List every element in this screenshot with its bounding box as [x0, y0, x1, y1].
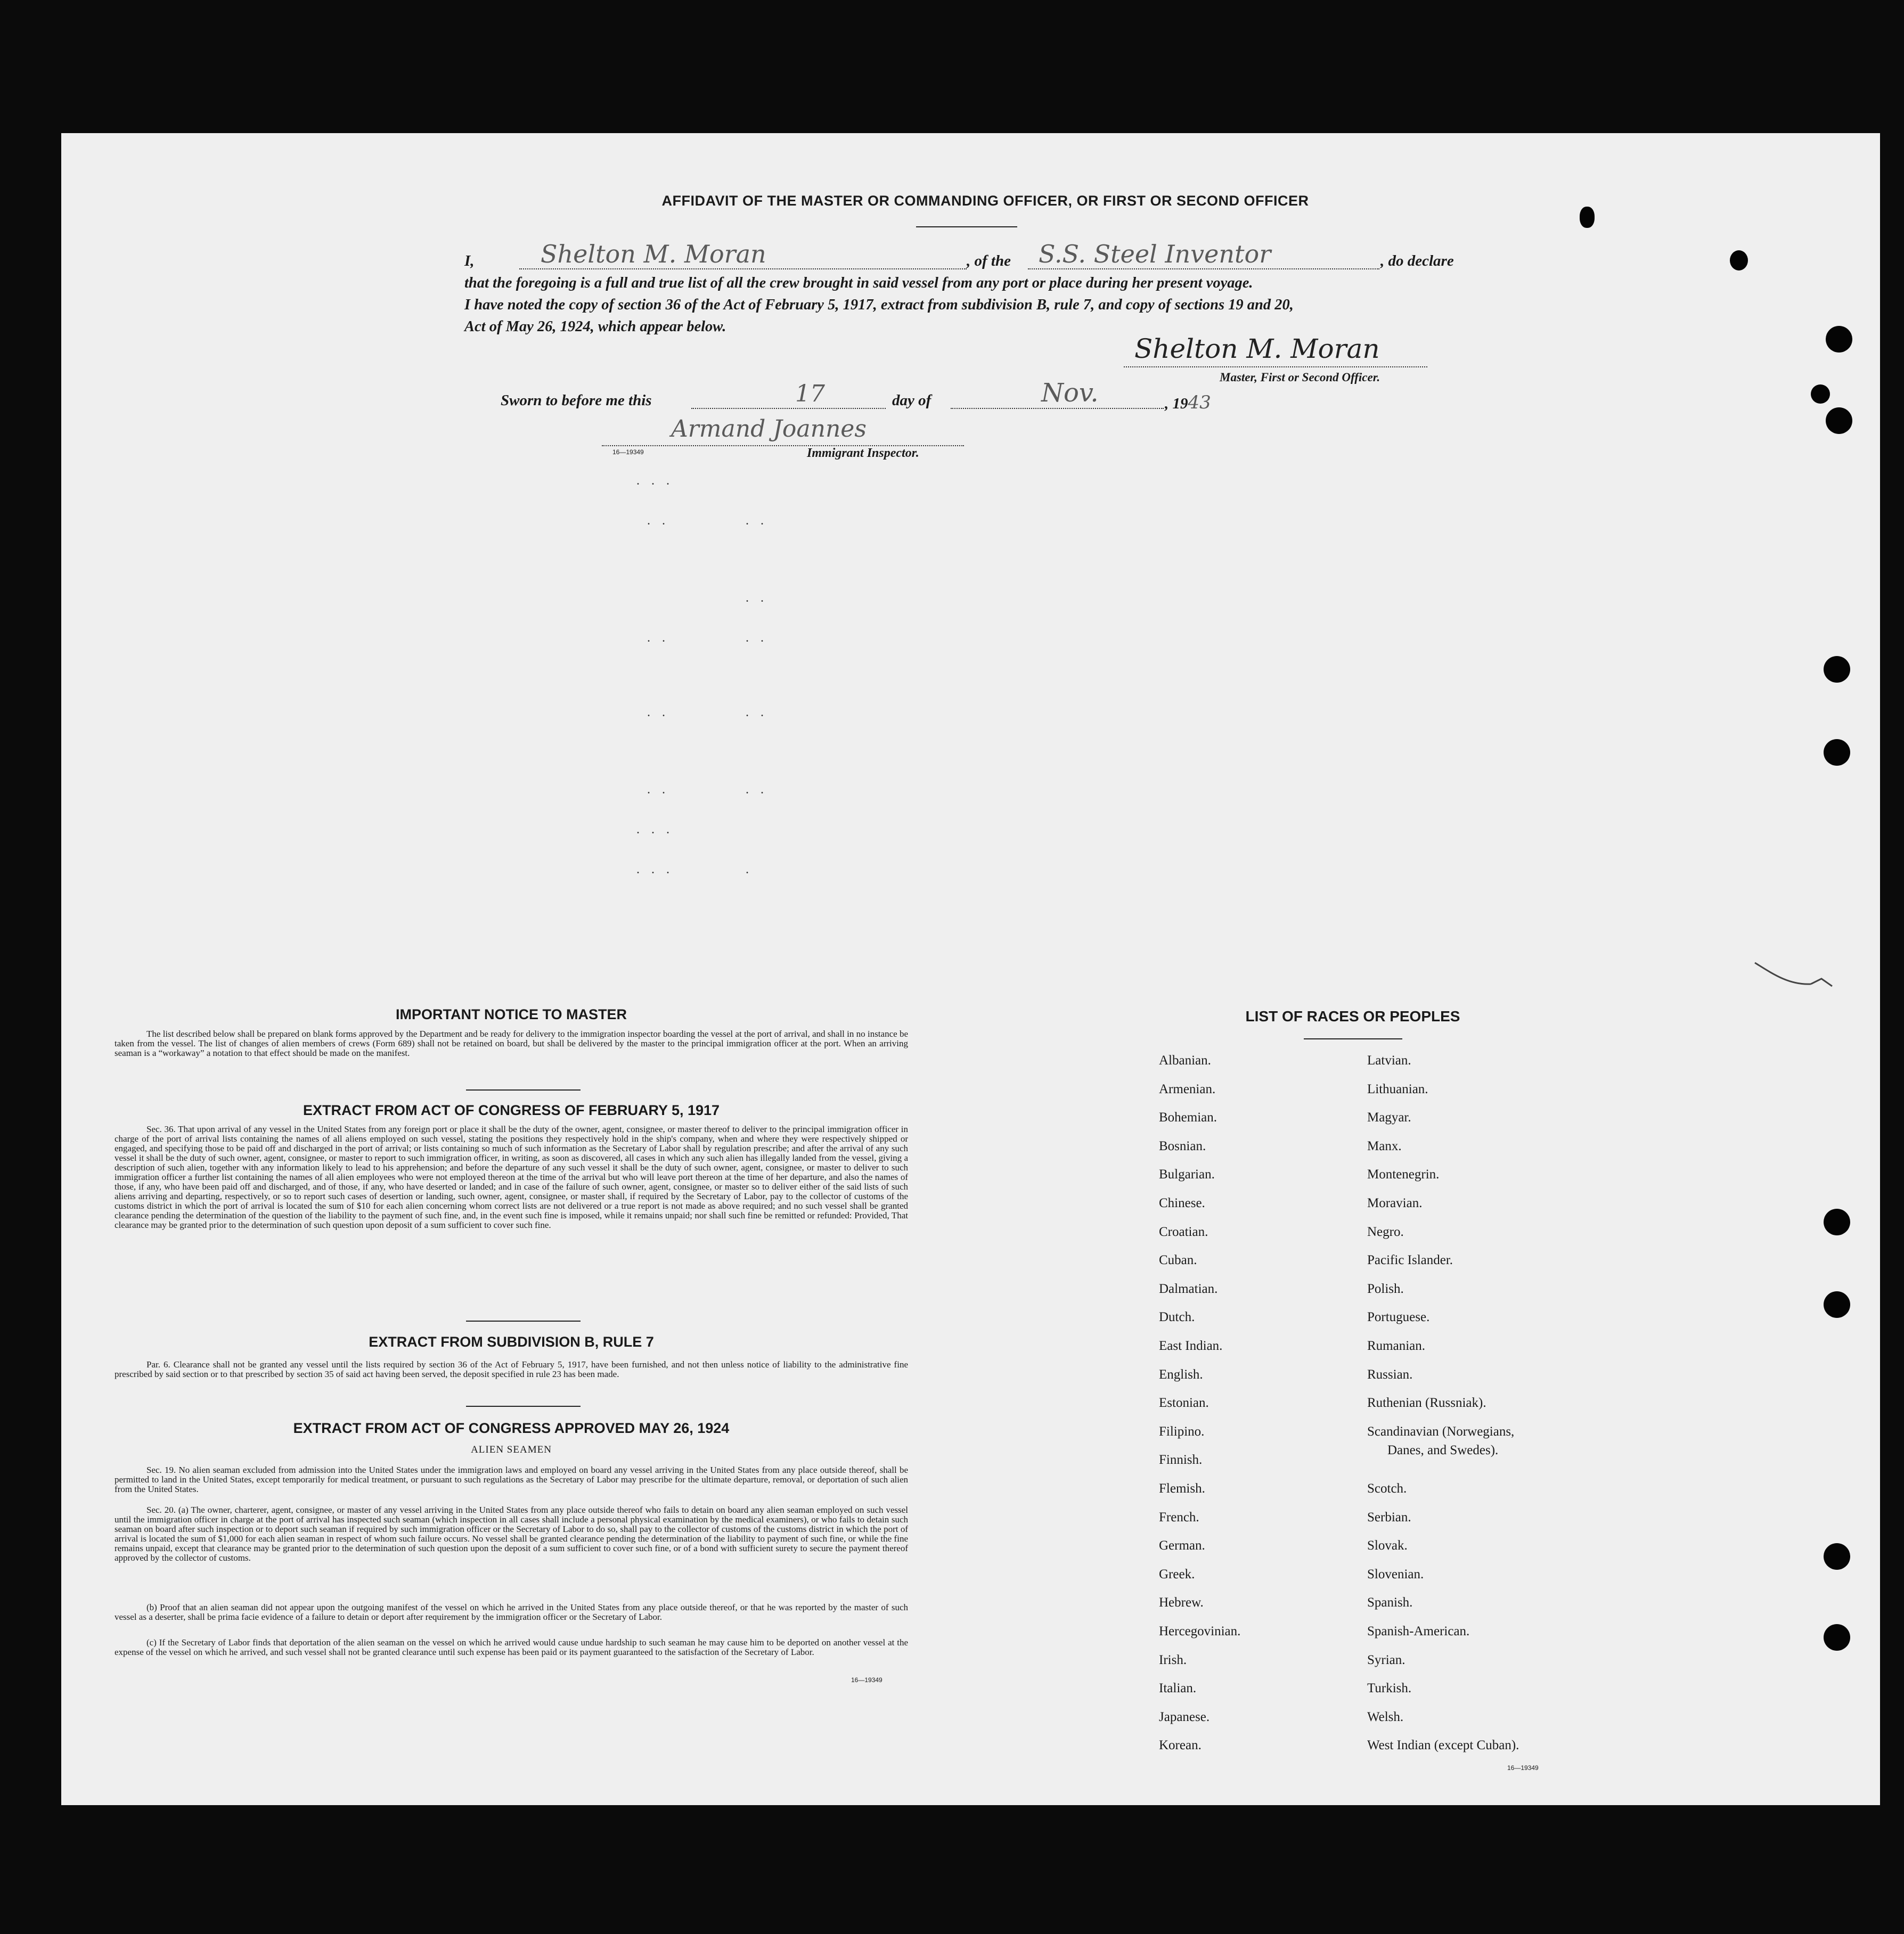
punch-hole: [1730, 250, 1748, 271]
section-divider: [466, 1406, 581, 1407]
leader-dots: . . .: [636, 863, 674, 876]
race-item: Slovenian.: [1367, 1567, 1424, 1581]
leader-dots: . .: [647, 631, 669, 645]
sworn-label: Sworn to before me this: [501, 392, 652, 409]
vessel-name-handwriting: S.S. Steel Inventor: [1039, 240, 1271, 268]
leader-dots: . . .: [636, 474, 674, 488]
rule7-body: Par. 6. Clearance shall not be granted any vessel until the lists required by section 36 of the Act of February 5, 1917, have been furnished, and not then unless notice of liability to the administrative fine prescribed by said section or to that prescribed by section 35 of said act having been served, the deposit specified in rule 23 has been made.: [115, 1359, 908, 1379]
race-item: Ruthenian (Russniak).: [1367, 1396, 1486, 1411]
extract-1924-title: EXTRACT FROM ACT OF CONGRESS APPROVED MAY 26, 1924: [293, 1420, 730, 1436]
master-name-handwriting: Shelton M. Moran: [541, 240, 766, 268]
notice-title: IMPORTANT NOTICE TO MASTER: [396, 1006, 627, 1022]
punch-hole: [1826, 326, 1852, 353]
master-signature: Shelton M. Moran: [1134, 333, 1380, 364]
race-item: Armenian.: [1159, 1081, 1216, 1096]
race-item: Japanese.: [1159, 1709, 1210, 1724]
notice-body: The list described below shall be prepared on blank forms approved by the Department and be ready for delivery to the immigration inspector boarding the vessel at the port of arrival, and shall in no instance be taken from the vessel. The list of changes of alien members of crews (Form 689) shall not be retained on board, but shall be delivered by the master to the principal immigration officer at the port. When an arriving seaman is a “workaway” a notation to that effect should be made on the manifest.: [115, 1029, 908, 1058]
day-of-label: day of: [892, 392, 931, 409]
pencil-mark: [1752, 958, 1848, 990]
race-item: German.: [1159, 1538, 1205, 1553]
race-item: Bosnian.: [1159, 1138, 1206, 1153]
race-item: Bulgarian.: [1159, 1167, 1215, 1182]
race-item: Bohemian.: [1159, 1110, 1217, 1125]
leader-dots: . .: [746, 591, 768, 605]
punch-hole: [1824, 656, 1850, 683]
extract-1917-body: Sec. 36. That upon arrival of any vessel in the United States from any foreign port or place it shall be the duty of the owner, agent, consignee, or master thereof to deliver to the principal immigration officer in charge of the port of arrival lists containing the names of all aliens employed on such vessel, stating the positions they respectively hold in the ship's company, when and where they were respectively shipped or engaged, and specifying those to be paid off and discharged in the port of arrival; or lists containing so much of such information as the Secretary of Labor shall by regulation prescribe; and after the arrival of any such vessel it shall be the duty of such owner, agent, consignee, or master to report to such immigration officer, in writing, as soon as discovered, all cases in which any such alien has illegally landed from the vessel, giving a description of such alien, together with any information likely to lead to his apprehension; and before the departure of any such vessel it shall be the duty of such owner, agent, consignee, or master to deliver to such immigration officer a further list containing the names of all alien employees who were not employed thereon at the time of the arrival but who will leave port thereon at the time of her departure, and also the names of those, if any, who have been paid off and discharged, and of those, if any, who have deserted or landed; and in case of the failure of such owner, agent, consignee, or master so to deliver either of the said lists of such aliens arriving and departing, respectively, or so to report such cases of desertion or landing, such owner, agent, consignee, or master shall, if required by the Secretary of Labor, pay to the collector of customs of the customs district in which the port of arrival is located the sum of $10 for each alien concerning whom correct lists are not delivered or a true report is not made as above required; and no such vessel shall be granted clearance pending the determination of the question of the liability to the payment of such fine, and, in the event such fine is imposed, while it remains unpaid; nor shall such fine be remitted or refunded: Provided, That clearance may be granted prior to the determination of such question upon deposit of a sum sufficient to cover such fine.: [115, 1124, 908, 1230]
race-item: Dalmatian.: [1159, 1281, 1218, 1296]
sec19-body: Sec. 19. No alien seaman excluded from admission into the United States under the immigration laws and employed on board any vessel arriving in the United States from any place outside thereof, shall be permitted to land in the United States, except temporarily for medical treatment, or pursuant to such regulations as the Secretary of Labor may prescribe for the ultimate departure, removal, or deportation of such alien from the United States.: [115, 1465, 908, 1494]
race-item: Italian.: [1159, 1681, 1197, 1696]
race-item: Albanian.: [1159, 1053, 1211, 1068]
i-label: I,: [464, 252, 475, 269]
of-the-label: , of the: [967, 252, 1011, 269]
race-item: Slovak.: [1367, 1538, 1408, 1553]
sec20c-body: (c) If the Secretary of Labor finds that deportation of the alien seaman on the vessel on which he arrived would cause undue hardship to such seaman he may cause him to be deported on another vessel at the expense of the vessel on which he arrived, and such vessel shall not be granted clearance until such expense has been paid or its payment guaranteed to the satisfaction of the Secretary of Labor.: [115, 1637, 908, 1657]
race-item: East Indian.: [1159, 1339, 1223, 1353]
races-form-number: 16—19349: [1507, 1764, 1539, 1772]
vessel-name-field: [1028, 240, 1379, 269]
leader-dots: . . .: [636, 823, 674, 837]
sworn-month-handwriting: Nov.: [1041, 378, 1099, 408]
race-item: Latvian.: [1367, 1053, 1411, 1068]
year-label: [1165, 392, 1211, 413]
race-item: Turkish.: [1367, 1681, 1412, 1696]
leader-dots: . .: [746, 706, 768, 719]
affidavit-line-4: Act of May 26, 1924, which appear below.: [464, 318, 726, 335]
race-item: Negro.: [1367, 1224, 1404, 1239]
sworn-day-handwriting: 17: [795, 380, 825, 407]
affidavit-line-3: I have noted the copy of section 36 of the Act of February 5, 1917, extract from subdivision B, rule 7, and copy of sections 19 and 20,: [464, 297, 1294, 313]
punch-hole: [1811, 384, 1830, 404]
race-item: Spanish-American.: [1367, 1624, 1470, 1638]
sec20b-body: (b) Proof that an alien seaman did not appear upon the outgoing manifest of the vessel on which he arrived in the United States from any place outside thereof, or that he was reported by the master of such vessel as a deserter, shall be prima facie evidence of a failure to detain or deport after requirement by the immigration officer or the Secretary of Labor.: [115, 1602, 908, 1622]
title-divider: [916, 226, 1017, 227]
punch-hole: [1824, 1543, 1850, 1570]
punch-hole: [1824, 1209, 1850, 1235]
race-item: Rumanian.: [1367, 1339, 1426, 1353]
leader-dots: . .: [647, 783, 669, 797]
section-divider: [466, 1321, 581, 1322]
inspector-signature: Armand Joannes: [671, 415, 867, 442]
race-item: Pacific Islander.: [1367, 1253, 1453, 1268]
race-item: Greek.: [1159, 1567, 1195, 1581]
leader-dots: . .: [746, 631, 768, 645]
race-item: French.: [1159, 1510, 1199, 1525]
race-item-scandinavian-line-2: Danes, and Swedes).: [1387, 1443, 1499, 1457]
race-item: Filipino.: [1159, 1424, 1205, 1439]
inspector-signature-field: [602, 415, 964, 446]
affidavit-line-2: that the foregoing is a full and true list of all the crew brought in said vessel from any port or place during her present voyage.: [464, 275, 1253, 291]
sworn-day-field: [691, 380, 886, 409]
race-item: West Indian (except Cuban).: [1367, 1738, 1519, 1753]
race-item: Chinese.: [1159, 1196, 1205, 1210]
affidavit-form-number: 16—19349: [612, 448, 644, 456]
race-item: Lithuanian.: [1367, 1081, 1428, 1096]
race-item: Hercegovinian.: [1159, 1624, 1241, 1638]
race-item: Manx.: [1367, 1138, 1402, 1153]
leader-dots: . .: [746, 783, 768, 797]
punch-hole: [1824, 1291, 1850, 1318]
sec20a-body: Sec. 20. (a) The owner, charterer, agent, consignee, or master of any vessel arriving in the United States from any place outside thereof who fails to detain on board any alien seaman employed on such vessel until the immigration officer in charge at the port of arrival has inspected such seaman (which inspection in all cases shall include a personal physical examination by the medical examiners), or who fails to detain such seaman on board after such inspection or to deport such seaman if required by such immigration officer or the Secretary of Labor to do so, shall pay to the collector of customs of the customs district in which the port of arrival is located the sum of $1,000 for each alien seaman in respect of whom such failure occurs. No vessel shall be granted clearance pending the determination of the liability to payment of such fine, or while the fine remains unpaid, except that clearance may be granted prior to the determination of such question upon the deposit of a sum sufficient to cover such fine, or of a bond with sufficient surety to secure the payment thereof approved by the collector of customs.: [115, 1505, 908, 1563]
race-item: Serbian.: [1367, 1510, 1411, 1525]
alien-seamen-subtitle: ALIEN SEAMEN: [471, 1444, 552, 1455]
race-item: Irish.: [1159, 1652, 1187, 1667]
leader-dots: . .: [647, 514, 669, 528]
leader-dots: .: [746, 863, 753, 876]
do-declare-label: , do declare: [1380, 252, 1454, 269]
race-item: Scotch.: [1367, 1481, 1407, 1496]
extract-1917-title: EXTRACT FROM ACT OF CONGRESS OF FEBRUARY 5, 1917: [303, 1102, 720, 1118]
inspector-caption: Immigrant Inspector.: [807, 446, 919, 460]
race-item: Korean.: [1159, 1738, 1202, 1753]
race-item: Welsh.: [1367, 1709, 1404, 1724]
punch-hole: [1824, 1624, 1850, 1651]
race-item: Russian.: [1367, 1367, 1413, 1382]
rule7-title: EXTRACT FROM SUBDIVISION B, RULE 7: [369, 1334, 654, 1350]
extract-form-number: 16—19349: [851, 1676, 882, 1684]
master-name-field: [519, 240, 967, 269]
race-item: Hebrew.: [1159, 1595, 1204, 1610]
race-item: Montenegrin.: [1367, 1167, 1440, 1182]
race-item: Finnish.: [1159, 1453, 1203, 1468]
signature-caption: Master, First or Second Officer.: [1220, 371, 1380, 384]
year-handwriting: 43: [1188, 392, 1211, 413]
race-item: Flemish.: [1159, 1481, 1205, 1496]
race-item: Estonian.: [1159, 1396, 1209, 1411]
leader-dots: . .: [746, 514, 768, 528]
races-divider: [1304, 1038, 1402, 1039]
master-signature-field: [1124, 333, 1427, 367]
race-item: Magyar.: [1367, 1110, 1411, 1125]
sworn-month-field: [951, 378, 1164, 409]
race-item: Spanish.: [1367, 1595, 1413, 1610]
section-divider: [466, 1089, 581, 1091]
year-prefix: , 19: [1165, 395, 1188, 412]
leader-dots: . .: [647, 706, 669, 719]
races-title: LIST OF RACES OR PEOPLES: [1245, 1008, 1460, 1025]
affidavit-title: AFFIDAVIT OF THE MASTER OR COMMANDING OFFICER, OR FIRST OR SECOND OFFICER: [661, 193, 1309, 209]
race-item: Moravian.: [1367, 1196, 1423, 1210]
race-item: Syrian.: [1367, 1652, 1405, 1667]
race-item: Croatian.: [1159, 1224, 1208, 1239]
race-item: Portuguese.: [1367, 1310, 1430, 1325]
punch-hole: [1580, 207, 1595, 228]
race-item: Scandinavian (Norwegians,: [1367, 1424, 1515, 1439]
punch-hole: [1826, 407, 1852, 434]
punch-hole: [1824, 739, 1850, 766]
race-item: Dutch.: [1159, 1310, 1195, 1325]
race-item: English.: [1159, 1367, 1203, 1382]
race-item: Cuban.: [1159, 1253, 1197, 1268]
race-item: Polish.: [1367, 1281, 1404, 1296]
